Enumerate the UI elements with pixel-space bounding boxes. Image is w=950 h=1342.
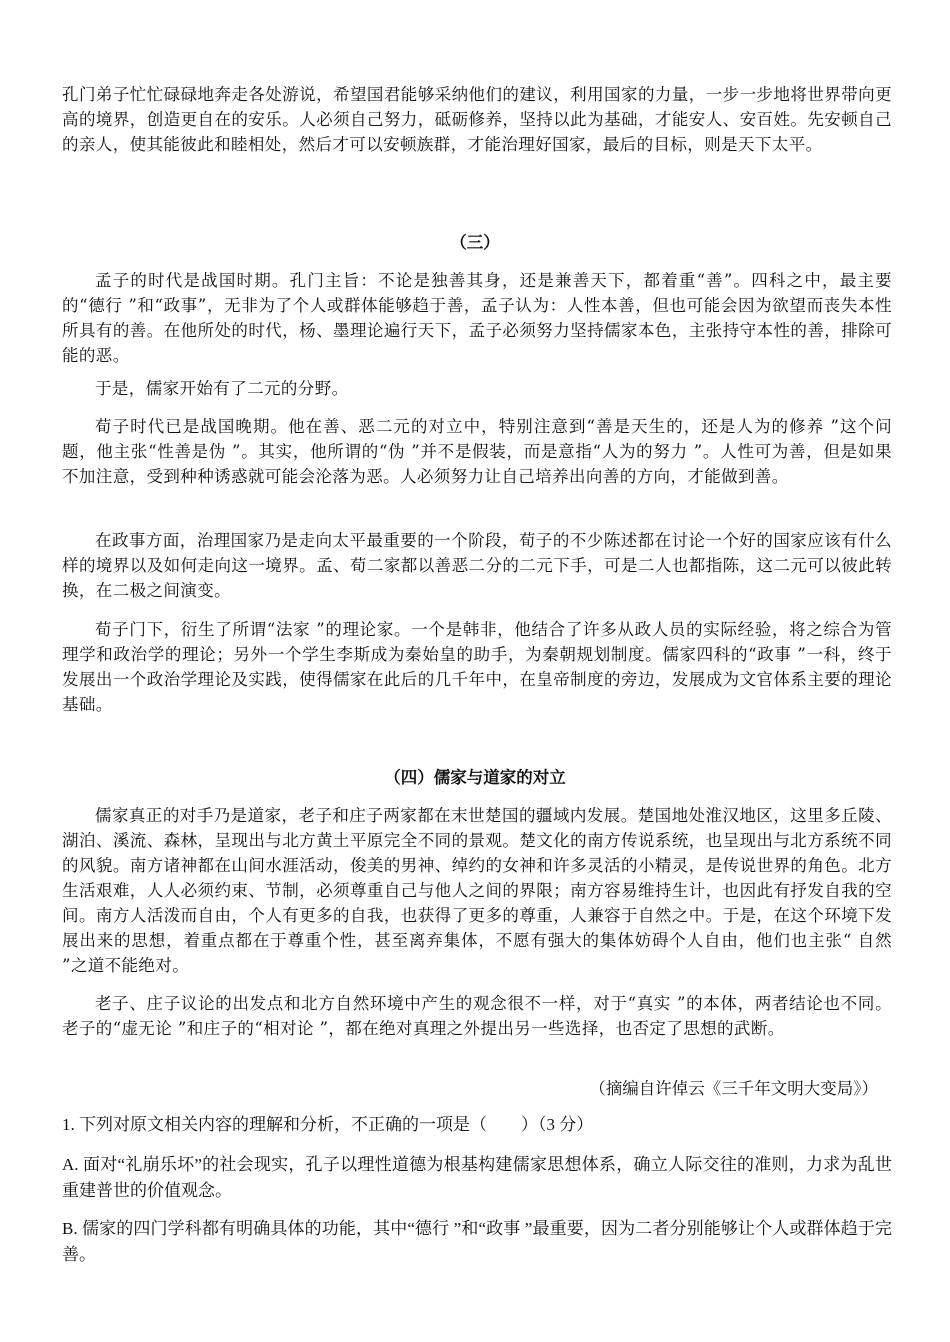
paragraph-laozi-zhuangzi: 老子、庄子议论的出发点和北方自然环境中产生的观念很不一样，对于“真实 ”的本体，两者结论也不同。老子的“虚无论 ”和庄子的“相对论 ”，都在绝对真理之外提出另一些选择，也否定了思想的武断。 xyxy=(62,994,892,1038)
option-a: A. 面对“礼崩乐坏”的社会现实，孔子以理性道德为根基构建儒家思想体系，确立人际交往的准则，力求为乱世重建普世的价值观念。 xyxy=(62,1155,892,1200)
section-heading-4: （四）儒家与道家的对立 xyxy=(384,768,566,787)
paragraph-mencius: 孟子的时代是战国时期。孔门主旨：不论是独善其身，还是兼善天下，都着重“善”。四科之中，最主要的“德行 ”和“政事”，无非为了个人或群体能够趋于善，孟子认为：人性本善，但也可能会因为欲望而丧失本性所具有的善。在他所处的时代，杨、墨理论遍行天下，孟子必须努力坚持儒家本色，主张持守本性的善，排除可能的恶。 xyxy=(62,271,892,365)
section-heading-3: （三） xyxy=(450,233,500,252)
paragraph-legalists: 荀子门下，衍生了所谓“法家 ”的理论家。一个是韩非，他结合了许多从政人员的实际经验，将之综合为管理学和政治学的理论；另外一个学生李斯成为秦始皇的助手，为秦朝规划制度。儒家四科的“政事 ”一科，终于发展出一个政治学理论及实践，使得儒家在此后的几千年中，在皇帝制度的旁边，发展成为文官体系主要的理论基础。 xyxy=(62,620,892,714)
paragraph-xunzi: 荀子时代已是战国晚期。他在善、恶二元的对立中，特别注意到“善是天生的，还是人为的修养 ”这个问题，他主张“性善是伪 ”。其实，他所谓的“伪 ”并不是假装，而是意指“人为的努力 ”。人性可为善，但是如果不加注意，受到种种诱惑就可能会沦落为恶。人必须努力让自己培养出向善的方向，才能做到善。 xyxy=(62,417,892,486)
option-b: B. 儒家的四门学科都有明确具体的功能，其中“德行 ”和“政事 ”最重要，因为二者分别能够让个人或群体趋于完善。 xyxy=(62,1219,892,1264)
source-citation: （摘编自许倬云《三千年文明大变局》） xyxy=(589,1079,878,1098)
paragraph-governance: 在政事方面，治理国家乃是走向太平最重要的一个阶段，荀子的不少陈述都在讨论一个好的国家应该有什么样的境界以及如何走向这一境界。孟、荀二家都以善恶二分的二元下手，可是二人也都指陈，这二元可以彼此转换，在二极之间演变。 xyxy=(62,531,892,600)
question-stem: 1. 下列对原文相关内容的理解和分析，不正确的一项是（ ）（3 分） xyxy=(62,1115,594,1134)
paragraph-daoism: 儒家真正的对手乃是道家，老子和庄子两家都在末世楚国的疆域内发展。楚国地处淮汉地区，这里多丘陵、湖泊、溪流、森林，呈现出与北方黄土平原完全不同的景观。楚文化的南方传说系统，也呈现出与北方系统不同的风貌。南方诸神都在山间水涯活动，俊美的男神、绰约的女神和许多灵活的小精灵，是传说世界的角色。北方生活艰难，人人必须约束、节制，必须尊重自己与他人之间的界限；南方容易维持生计，也因此有抒发自我的空间。南方人活泼而自由，个人有更多的自我，也获得了更多的尊重，人兼容于自然之中。于是，在这个环境下发展出来的思想，着重点都在于尊重个性，甚至离弃集体，不愿有强大的集体妨碍个人自由，他们也主张“ 自然 ”之道不能绝对。 xyxy=(62,806,892,975)
paragraph-confucian-disciples: 孔门弟子忙忙碌碌地奔走各处游说，希望国君能够采纳他们的建议，利用国家的力量，一步一步地将世界带向更高的境界，创造更自在的安乐。人必须自己努力，砥砺修养，坚持以此为基础，才能安人、安百姓。先安顿自己的亲人，使其能彼此和睦相处，然后才可以安顿族群，才能治理好国家，最后的目标，则是天下太平。 xyxy=(62,85,892,154)
paragraph-dualism: 于是，儒家开始有了二元的分野。 xyxy=(95,379,349,398)
